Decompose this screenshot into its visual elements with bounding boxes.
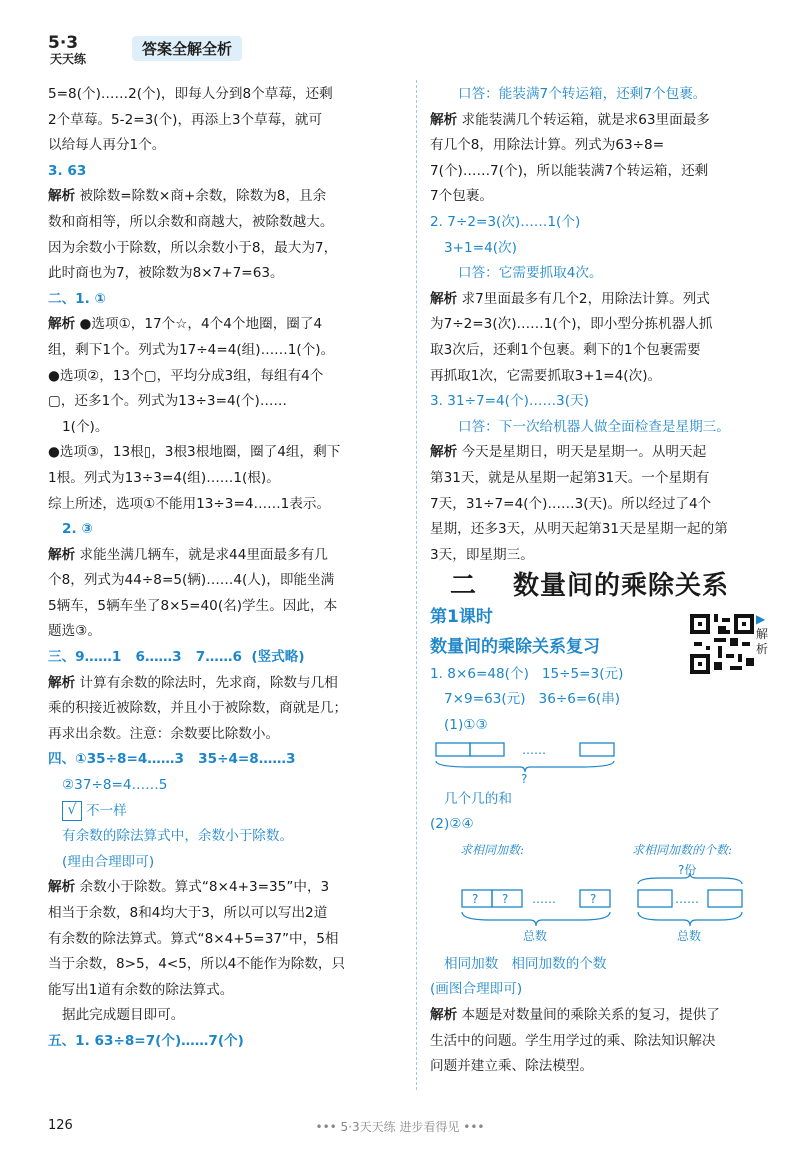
text-line: 7天，31÷7=4(个)……3(天)。所以经过了4个 <box>430 495 712 512</box>
answer-line: 7×9=63(元) 36÷6=6(串) <box>444 691 621 708</box>
text-line: 7个包裹。 <box>430 188 494 205</box>
analysis-line <box>430 108 775 134</box>
text-line: 有几个8，用除法计算。列式为63÷8= <box>430 137 665 154</box>
text-line: 第31天，就是从星期一起第31天。一个星期有 <box>430 469 710 486</box>
analysis-line <box>48 312 403 338</box>
text-line: 题选③。 <box>48 623 101 640</box>
bulb-icon: ● <box>48 444 60 461</box>
answer-line: 口答：下一次给机器人做全面检查是星期三。 <box>458 418 730 435</box>
text: 选项②，13个▢，平均分成3组，每组有4个 <box>59 367 324 384</box>
lesson-title: 数量间的乘除关系复习 <box>430 636 600 657</box>
answer-line: (1)①③ <box>444 717 488 734</box>
text-line: 再求出余数。注意：余数要比除数小。 <box>48 725 280 742</box>
answer-line: ②37÷8=4……5 <box>62 777 168 794</box>
analysis-label: 解析 <box>430 111 458 128</box>
chapter-number: 二 <box>450 571 478 602</box>
text: 选项③，13根▯，3根3根地圈，圈了4组，剩下 <box>59 444 341 461</box>
text-line: 当于余数，8>5，4<5，所以4不能作为除数，只 <box>48 956 346 973</box>
text: 求能坐满几辆车，就是求44里面最多有几 <box>79 546 328 563</box>
analysis-line <box>48 671 403 697</box>
text-line: 乘的积接近被除数，并且小于被除数，商就是几； <box>48 700 348 717</box>
analysis-label: 解析 <box>48 188 76 205</box>
answer-line: 3+1=4(次) <box>444 239 517 256</box>
right-diagram-title: 求相同加数的个数: <box>632 842 733 857</box>
text-line: ▢，还多1个。列式为13÷3=4(个)…… <box>48 393 288 410</box>
text-line: 有余数的除法算式。算式“8×4+5=37”中，5相 <box>48 930 339 947</box>
column-divider <box>416 80 417 1090</box>
text-line: 再抓取1次，它需要抓取3+1=4(次)。 <box>430 367 662 384</box>
bulb-icon: ● <box>79 316 92 333</box>
left-diagram-title: 求相同加数: <box>460 842 525 857</box>
text: 被除数=除数×商+余数，除数为8，且余 <box>79 188 327 205</box>
analysis-label: 解析 <box>430 1007 458 1024</box>
text-line: 生活中的问题。学生用学过的乘、除法知识解决 <box>430 1032 716 1049</box>
text-line: 7(个)……7(个)，所以能装满7个转运箱，还剩 <box>430 162 709 179</box>
text-line: 相当于余数，8和4均大于3，所以可以写出2道 <box>48 905 328 921</box>
svg-text:天天练: 天天练 <box>50 52 87 66</box>
right-diagram-parts-label: ?份 <box>678 862 697 877</box>
qr-label <box>756 612 770 657</box>
text: 求能装满几个转运箱，就是求63里面最多 <box>461 111 710 128</box>
analysis-label: 解析 <box>48 674 76 691</box>
page-number: 126 <box>48 1118 73 1133</box>
right-total-label: 总数 <box>677 928 702 943</box>
text: 不一样 <box>86 802 127 819</box>
text-line: 星期，还多3天，从明天起第31天是星期一起的第 <box>430 521 728 538</box>
box-question-mark: ? <box>590 891 597 906</box>
answer-line: 2. 7÷2=3(次)……1(个) <box>430 213 581 230</box>
analysis-label: 解析 <box>430 290 458 307</box>
chapter-title <box>450 571 775 602</box>
analysis-label: 解析 <box>430 444 458 461</box>
question-number: 3. 63 <box>48 162 87 179</box>
text-line: 能写出1道有余数的除法算式。 <box>48 981 234 998</box>
left-column <box>48 82 403 1055</box>
checkmark-icon: √ <box>62 801 82 821</box>
question-number: 2. ③ <box>62 521 93 538</box>
brand-logo <box>46 30 100 66</box>
text-line: 5=8(个)……2(个)，即每人分到8个草莓，还剩 <box>48 86 333 102</box>
analysis-line <box>430 440 775 466</box>
footer-slogan: ••• 5·3天天练 进步看得见 ••• <box>315 1120 485 1134</box>
text-line: 5辆车，5辆车坐了8×5=40(名)学生。因此，本 <box>48 597 338 614</box>
answer-section-tag: 答案全解全析 <box>132 36 242 61</box>
box-question-mark: ? <box>502 891 509 906</box>
analysis-line <box>430 1003 775 1029</box>
answer-line: (理由合理即可) <box>62 853 155 870</box>
answer-line: (画图合理即可) <box>430 981 523 998</box>
answer-line: 几个几的和 <box>444 790 512 807</box>
box-question-mark: ? <box>472 891 479 906</box>
text: 选项①，17个☆，4个4个地圈，圈了4 <box>91 316 323 333</box>
answer-line: 相同加数 相同加数的个数 <box>444 955 607 972</box>
text-line: 数和商相等，所以余数和商越大，被除数越大。 <box>48 213 334 230</box>
bar-diagram-sum <box>430 741 630 785</box>
bar-diagram-pair <box>430 840 775 950</box>
text-line: 组，剩下1个。列式为17÷4=4(组)……1(个)。 <box>48 341 335 358</box>
text-line: 1(个)。 <box>62 418 109 435</box>
answer-line: 有余数的除法算式中，余数小于除数。 <box>62 828 294 845</box>
chapter-name: 数量间的乘除关系 <box>513 571 730 602</box>
analysis-line <box>48 184 403 210</box>
text-line: 1根。列式为13÷3=4(组)……1(根)。 <box>48 469 280 486</box>
analysis-line <box>430 287 775 313</box>
play-icon: ▶ <box>756 612 766 626</box>
page-header <box>40 30 340 70</box>
text-line: 为7÷2=3(次)……1(个)，即小型分拣机器人抓 <box>430 316 713 333</box>
diagram-dots: …… <box>675 891 699 906</box>
bulb-icon: ● <box>48 367 60 384</box>
text-line: 以给每人再分1个。 <box>48 137 166 154</box>
text-line: 2个草莓。5-2=3(个)，再添上3个草莓，就可 <box>48 111 323 128</box>
text-line: 问题并建立乘、除法模型。 <box>430 1058 594 1075</box>
answer-line: 口答：能装满7个转运箱，还剩7个包裹。 <box>458 86 707 102</box>
text-line: 此时商也为7，被除数为8×7+7=63。 <box>48 265 284 282</box>
diagram-dots: …… <box>532 891 556 906</box>
answer-line: 1. 8×6=48(个) 15÷5=3(元) <box>430 665 624 682</box>
svg-text:5·3: 5·3 <box>48 33 79 53</box>
section-heading: 四、①35÷8=4……3 35÷4=8……3 <box>48 751 296 768</box>
text: 本题是对数量间的乘除关系的复习，提供了 <box>461 1007 720 1024</box>
left-total-label: 总数 <box>523 928 548 943</box>
qr-code-icon[interactable] <box>690 614 754 674</box>
text: 余数小于除数。算式“8×4+3=35”中，3 <box>79 879 330 896</box>
text: 今天是星期日，明天是星期一。从明天起 <box>461 444 707 461</box>
section-heading: 三、9……1 6……3 7……6 (竖式略) <box>48 649 305 666</box>
analysis-label: 解析 <box>48 316 76 333</box>
answer-line: 3. 31÷7=4(个)……3(天) <box>430 393 589 410</box>
analysis-line <box>48 875 403 901</box>
analysis-line <box>48 543 403 569</box>
analysis-line <box>48 440 403 466</box>
answer-line: 口答：它需要抓取4次。 <box>458 265 603 282</box>
section-heading: 二、1. ① <box>48 290 107 307</box>
text-line: 个8，列式为44÷8=5(辆)……4(人)，即能坐满 <box>48 572 335 589</box>
diagram-dots: …… <box>522 742 546 757</box>
right-column <box>430 82 775 1080</box>
text-line: 因为余数小于除数，所以余数小于8，最大为7， <box>48 239 338 256</box>
qr-label-text: 解析 <box>756 627 769 656</box>
lesson-number: 第1课时 <box>430 606 493 627</box>
answer-line: (2)②④ <box>430 816 474 833</box>
answer-line <box>48 799 403 825</box>
analysis-line <box>48 364 403 390</box>
text: 计算有余数的除法时，先求商，除数与几相 <box>79 674 338 691</box>
text-line: 取3次后，还剩1个包裹。剩下的1个包裹需要 <box>430 341 701 358</box>
section-heading: 五、1. 63÷8=7(个)……7(个) <box>48 1032 244 1049</box>
diagram-question-mark: ? <box>521 771 528 785</box>
text-line: 综上所述，选项①不能用13÷3=4……1表示。 <box>48 495 331 512</box>
analysis-label: 解析 <box>48 879 76 896</box>
text: 求7里面最多有几个2，用除法计算。列式 <box>461 290 710 307</box>
analysis-label: 解析 <box>48 546 76 563</box>
text-line: 3天，即星期三。 <box>430 546 534 563</box>
text-line: 据此完成题目即可。 <box>62 1007 185 1024</box>
